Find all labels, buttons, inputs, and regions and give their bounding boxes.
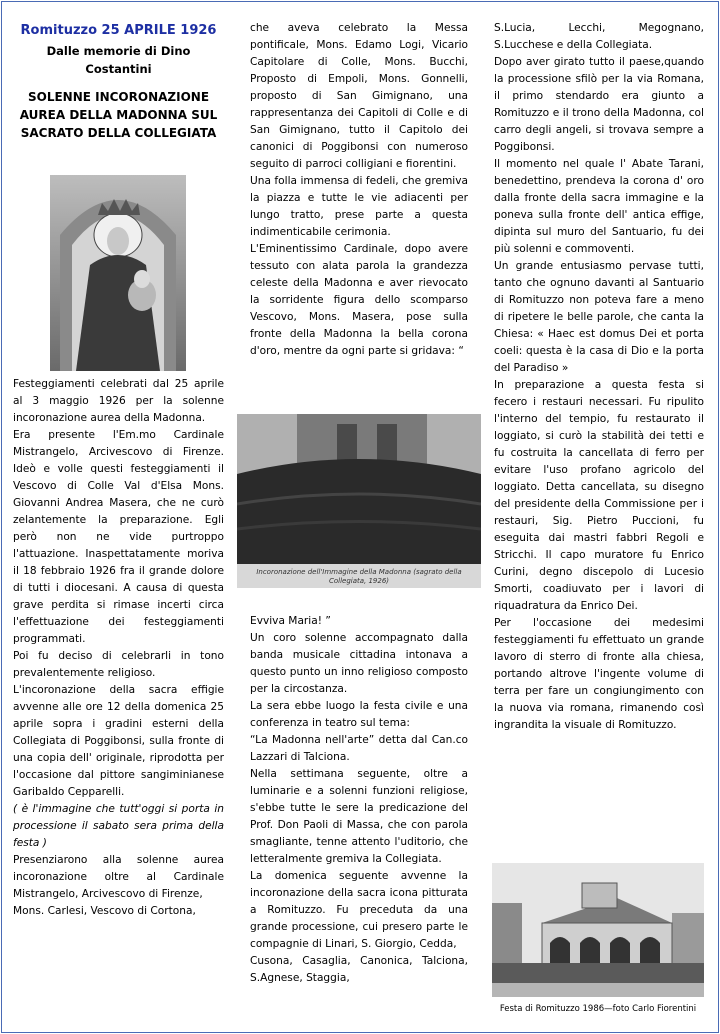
paragraph: Nella settimana seguente, oltre a luminarie e a solenni funzioni religiose, s'ebbe tutte le sere la predicazione del Prof. Don Paoli di Massa, che con parola smagliante, tenne attento l'uditorio, che letteralmente gremiva la Collegiata. (250, 768, 468, 865)
paragraph: La sera ebbe luogo la festa civile e una conferenza in teatro sul tema: (250, 700, 468, 729)
date-heading: Romituzzo 25 APRILE 1926 (20, 23, 217, 38)
paragraph: Un grande entusiasmo pervase tutti, tanto che ognuno davanti al Santuario di Romituzzo non poteva fare a meno di ripetere le belle parole, che canta la Chiesa: « Haec est domus Dei et porta coeli: questa è la casa di Dio e la porta del Paradiso » (494, 260, 704, 374)
paragraph: Presenziarono alla solenne aurea incoronazione oltre al Cardinale Mistrangelo, Arcivescovo di Firenze, (13, 854, 224, 900)
paragraph: Era presente l'Em.mo Cardinale Mistrangelo, Arcivescovo di Firenze. Ideò e volle questi festeggiamenti il Vescovo di Colle Val d'Elsa Mons. Giovanni Andrea Masera, che ne curò zelantemente la preparazione. Egli però non ne vide purtroppo l'attuazione. Inaspettatamente moriva il 18 febbraio 1926 fra il grande dolore di tutti i diocesani. A causa di questa grave perdita si rimase incerti circa l'effettuazione dei festeggiamenti programmati. (13, 429, 224, 645)
italic-note: ( è l'immagine che tutt'oggi si porta in processione il sabato sera prima della festa ) (13, 803, 224, 849)
subtitle: Dalle memorie di Dino Costantini (46, 44, 191, 76)
paragraph: “La Madonna nell'arte” detta dal Can.co Lazzari di Talciona. (250, 734, 468, 763)
paragraph: Per l'occasione dei medesimi festeggiamenti fu effettuato un grande lavoro di sterro di fronte alla chiesa, portando altrove l'ingente volume di terra per fare un congiungimento con la nuova via romana, rimanendo così ingrandita la visuale di Romituzzo. (494, 617, 704, 731)
paragraph: che aveva celebrato la Messa pontificale, Mons. Edamo Logi, Vicario Capitolare di Colle, Mons. Bucchi, Proposto di Empoli, Mons. Gonnelli, proposto di San Gimignano, una rappresentanza dei Capitoli di Colle e di San Gimignano, tutto il Capitolo dei canonici di Poggibonsi con numeroso seguito di parroci colligiani e fiorentini. (250, 22, 468, 170)
coronation-crowd-photo (237, 414, 481, 588)
paragraph: In preparazione a questa festa si fecero i restauri necessari. Fu ripulito l'interno del tempio, fu restaurato il loggiato, si curò la stabilità dei tetti e fu costruita la cancellata di ferro per evitare l'uso profano agricolo del loggiato. Detta cancellata, su disegno del presidente della Commissione per i restauri, Sig. Pietro Puccioni, fu eseguita dai mastri fabbri Regoli e Stricchi. Il capo muratore fu Enrico Curini, degno discepolo di Lucesio Smorti, coadiuvato per i lavori di riquadratura da Enrico Dei. (494, 379, 704, 612)
paragraph: Mons. Carlesi, Vescovo di Cortona, (13, 905, 196, 917)
paragraph: Dopo aver girato tutto il paese,quando la processione sfilò per la via Romana, il primo stendardo era giunto a Romituzzo e il trono della Madonna, col carro degli angeli, si trovava sempre a Poggibonsi. (494, 56, 704, 153)
paragraph: Cusona, Casaglia, Canonica, Talciona, S.Agnese, Staggia, (250, 955, 468, 984)
paragraph: La domenica seguente avvenne la incoronazione della sacra icona pitturata a Romituzzo. Fu preceduta da una grande processione, cui presero parte le compagnie di Linari, S. Giorgio, Cedda, (250, 870, 468, 950)
paragraph: Poi fu deciso di celebrarli in tono prevalentemente religioso. (13, 650, 224, 679)
paragraph: Festeggiamenti celebrati dal 25 aprile al 3 maggio 1926 per la solenne incoronazione aurea della Madonna. (13, 378, 224, 424)
paragraph: Una folla immensa di fedeli, che gremiva la piazza e tutte le vie adiacenti per lungo tratto, prese parte a questa indimenticabile cerimonia. (250, 175, 468, 238)
photo-caption: Incoronazione dell'Immagine della Madonna (sagrato della Collegiata, 1926) (256, 568, 462, 585)
paragraph: L'incoronazione della sacra effigie avvenne alle ore 12 della domenica 25 aprile sopra i gradini esterni della Collegiata di Poggibonsi, sulla fronte di una copia dell' originale, riprodotta per l'occasione dal pittore sangiminianese Garibaldo Cepparelli. (13, 684, 224, 798)
paragraph: L'Eminentissimo Cardinale, dopo avere tessuto con alata parola la grandezza celeste della Madonna e aver rievocato la sorridente figura dello scomparso Vescovo, Mons. Masera, pose sulla fronte della Madonna la bella corona d'oro, mentre da ogni parte si gridava: “ (250, 243, 468, 357)
paragraph: S.Lucia, Lecchi, Megognano, S.Lucchese e della Collegiata. (494, 22, 704, 51)
paragraph: Un coro solenne accompagnato dalla banda musicale cittadina intonava a questo punto un inno religioso composto per la circostanza. (250, 632, 468, 695)
sanctuary-photo (492, 863, 704, 997)
sanctuary-photo-caption: Festa di Romituzzo 1986—foto Carlo Fiorentini (499, 1004, 697, 1014)
column-2-lower (250, 613, 468, 987)
column-3 (494, 20, 704, 734)
column-1 (13, 0, 224, 920)
paragraph: Il momento nel quale l' Abate Tarani, benedettino, prendeva la corona d' oro dalla fronte della sacra immagine e la poneva sulla fronte dell' antica effige, dipinta sul muro del Santuario, fu dei più solenni e commoventi. (494, 158, 704, 255)
article-title: SOLENNE INCORONAZIONE AUREA DELLA MADONNA SUL SACRATO DELLA COLLEGIATA (19, 90, 218, 140)
paragraph: Evviva Maria! ” (250, 615, 331, 627)
column-2 (250, 20, 468, 360)
madonna-painting-image (50, 175, 186, 371)
